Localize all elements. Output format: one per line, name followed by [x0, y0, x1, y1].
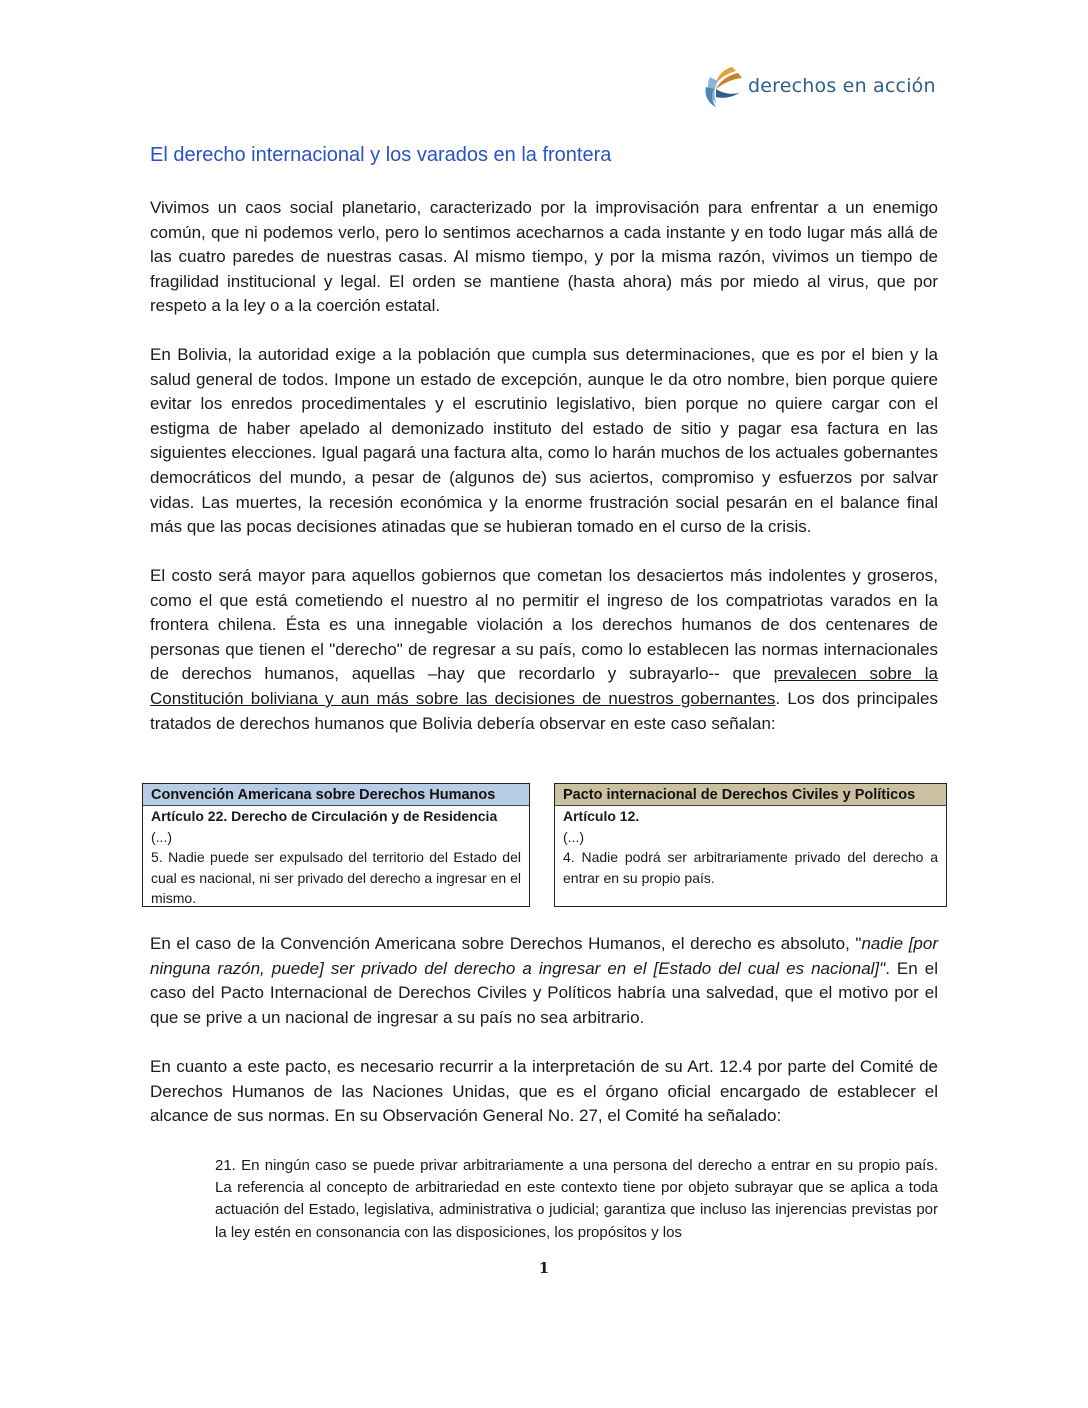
- block-quote: 21. En ningún caso se puede privar arbitrariamente a una persona del derecho a entrar en su propio país. La referencia al concepto de arbitrariedad en este contexto tiene por objeto subrayar que se aplica a toda actuación del Estado, legislativa, administrativa o judicial; garantiza que incluso las injerencias previstas por la ley estén en consonancia con las disposiciones, los propósitos y los: [215, 1157, 938, 1241]
- paragraph-5: En cuanto a este pacto, es necesario recurrir a la interpretación de su Art. 12.4 por parte del Comité de Derechos Humanos de las Naciones Unidas, que es el órgano oficial encargado de establecer el alcance de sus normas. En su Observación General No. 27, el Comité ha señalado:: [150, 1057, 938, 1126]
- leaf-swirl-icon: [702, 63, 744, 109]
- treaty-article-text: 5. Nadie puede ser expulsado del territorio del Estado del cual es nacional, ni ser privado del derecho a ingresar en el mismo.: [151, 849, 521, 906]
- logo-text: derechos en acción: [748, 75, 936, 97]
- paragraph-3-end: . Los dos principales tratados de derechos humanos que Bolivia debería observar en este caso señalan:: [150, 688, 938, 733]
- paragraph-4-start: En el caso de la Convención Americana sobre Derechos Humanos, el derecho es absoluto, ": [150, 934, 862, 953]
- paragraph-3-start: El costo será mayor para aquellos gobiernos que cometan los desaciertos más indolentes y groseros, como el que está cometiendo el nuestro al no permitir el ingreso de los compatriotas varados en la frontera chilena. Ésta es una innegable violación a los derechos humanos de dos centenares de personas que tienen el "derecho" de regresar a su país, como lo establecen las normas internacionales de derechos humanos, aquellas –hay que recordarlo y subrayarlo-- que: [150, 566, 938, 684]
- paragraph-3: [150, 564, 938, 736]
- treaty-article-title: Artículo 12.: [563, 808, 640, 824]
- page-title: El derecho internacional y los varados en la frontera: [150, 144, 612, 166]
- treaty-article-text: 4. Nadie podrá ser arbitrariamente privado del derecho a entrar en su propio país.: [563, 849, 938, 886]
- treaty-ellipsis: (...): [151, 828, 172, 845]
- treaty-box-body: [555, 806, 946, 888]
- paragraph-3-underlined: prevalecen sobre la Constitución boliviana y aun más sobre las decisiones de nuestros gobernantes: [150, 664, 938, 708]
- paragraph-1: Vivimos un caos social planetario, caracterizado por la improvisación para enfrentar a un enemigo común, que ni podemos verlo, pero lo sentimos acecharnos a cada instante y en todo lugar más allá de las cuatro paredes de nuestras casas. Al mismo tiempo, y por la misma razón, vivimos un tiempo de fragilidad institucional y legal. El orden se mantiene (hasta ahora) más por miedo al virus, que por respeto a la ley o a la coerción estatal.: [150, 198, 938, 316]
- treaty-box-body: [143, 806, 529, 909]
- treaty-ellipsis: (...): [563, 828, 584, 845]
- treaty-box-heading: Pacto internacional de Derechos Civiles y Políticos: [555, 784, 946, 806]
- treaty-box-american-convention: [142, 783, 530, 907]
- treaty-box-civil-political-covenant: [554, 783, 947, 907]
- paragraph-4: [150, 932, 938, 1030]
- treaty-box-heading: Convención Americana sobre Derechos Humanos: [143, 784, 529, 806]
- paragraph-2: En Bolivia, la autoridad exige a la población que cumpla sus determinaciones, que es por el bien y la salud general de todos. Impone un estado de excepción, aunque le da otro nombre, bien porque quiere evitar los enredos procedimentales y el escrutinio legislativo, bien porque no quiere cargar con el estigma de haber apelado al demonizado instituto del estado de sitio y pagar esa factura en las siguientes elecciones. Igual pagará una factura alta, como lo harán muchos de los actuales gobernantes democráticos del mundo, a pesar de (algunos de) sus aciertos, compromiso y esfuerzos por salvar vidas. Las muertes, la recesión económica y la enorme frustración social pesarán en el balance final más que las pocas decisiones atinadas que se hubieran tomado en el curso de la crisis.: [150, 345, 938, 537]
- treaty-article-title: Artículo 22. Derecho de Circulación y de Residencia: [151, 808, 498, 824]
- page-number: 1: [538, 1259, 550, 1277]
- paragraph-4-end: . En el caso del Pacto Internacional de Derechos Civiles y Políticos habría una salvedad, que el motivo por el que se prive a un nacional de ingresar a su país no sea arbitrario.: [150, 958, 938, 1027]
- paragraph-4-italic: nadie [por ninguna razón, puede] ser privado del derecho a ingresar en el [Estado del cual es nacional]": [150, 934, 938, 978]
- logo: [702, 62, 936, 110]
